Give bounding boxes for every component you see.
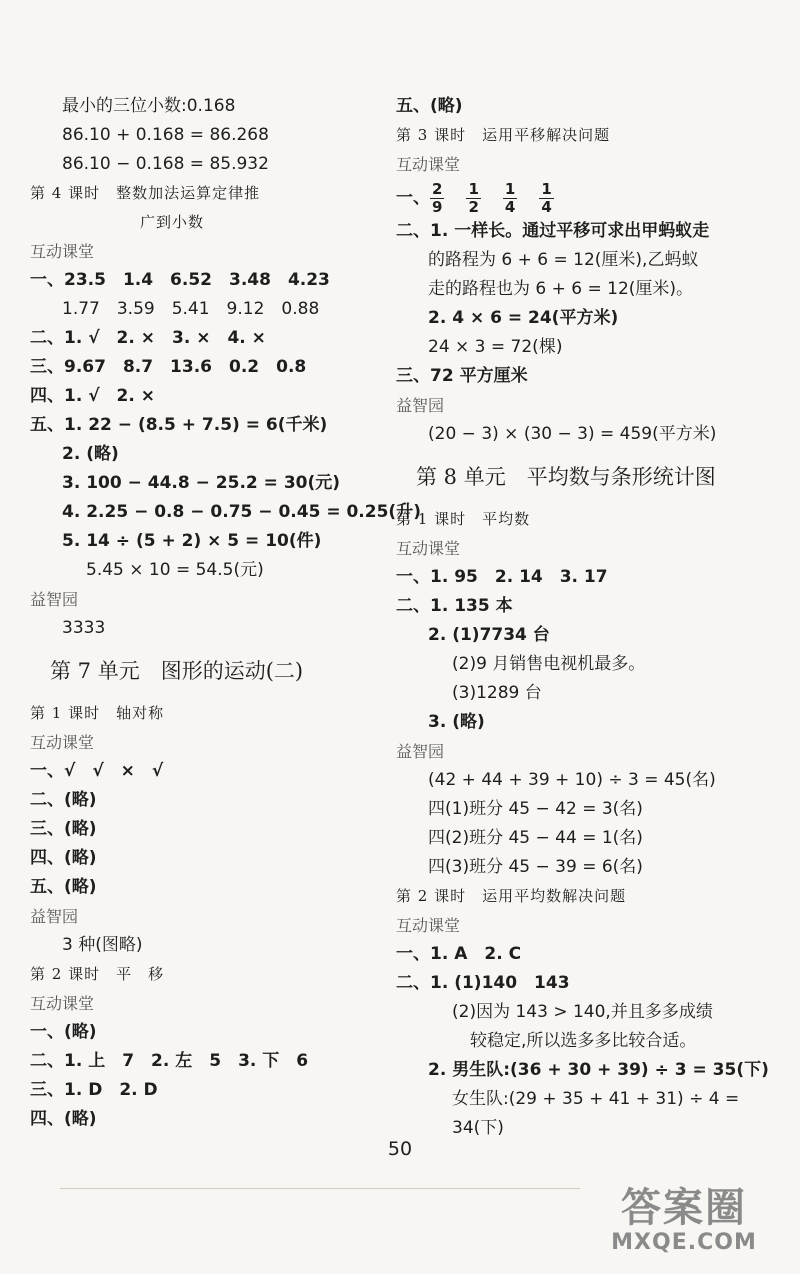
answer-line: (42 + 44 + 39 + 10) ÷ 3 = 45(名) — [428, 770, 716, 790]
section-label: 互动课堂 — [30, 994, 95, 1013]
section-label: 益智园 — [30, 590, 79, 609]
lesson-title: 第 1 课时 平均数 — [396, 510, 531, 528]
section-label: 互动课堂 — [396, 155, 461, 174]
fraction — [539, 181, 553, 216]
answer-line: 四(2)班分 45 − 44 = 1(名) — [428, 828, 643, 848]
answer-line: 三、1. D 2. D — [30, 1080, 158, 1100]
answer-line: 五、(略) — [30, 877, 97, 897]
page-number: 50 — [387, 1138, 413, 1160]
answer-line: 二、1. 上 7 2. 左 5 3. 下 6 — [30, 1051, 309, 1071]
site-watermark — [584, 1186, 784, 1264]
answer-line: (2)9 月销售电视机最多。 — [452, 654, 646, 674]
lesson-subtitle: 广到小数 — [140, 213, 205, 231]
answer-line: 四、(略) — [30, 848, 97, 868]
section-label: 益智园 — [396, 742, 445, 761]
answer-line: 二、1. 一样长。通过平移可求出甲蚂蚁走 — [396, 221, 710, 241]
answer-line: 3333 — [62, 618, 106, 638]
right-column — [396, 92, 776, 1143]
answer-line: 24 × 3 = 72(棵) — [428, 337, 563, 357]
fraction-answer-row — [396, 179, 776, 217]
fraction-denominator: 4 — [541, 197, 552, 216]
fraction — [503, 181, 517, 216]
answer-line: 2. (1)7734 台 — [428, 625, 550, 645]
answer-line: 3. (略) — [428, 712, 485, 732]
answer-line: 1.77 3.59 5.41 9.12 0.88 — [62, 299, 320, 319]
lesson-title: 第 2 课时 运用平均数解决问题 — [396, 887, 627, 905]
fraction — [430, 181, 444, 216]
answer-line: 一、1. A 2. C — [396, 944, 522, 964]
answer-line: 二、(略) — [30, 790, 97, 810]
answer-line: 的路程为 6 + 6 = 12(厘米),乙蚂蚁 — [428, 250, 699, 270]
fraction-numerator: 1 — [468, 179, 479, 198]
fraction-denominator: 2 — [468, 197, 479, 216]
unit-title: 第 8 单元 平均数与条形统计图 — [416, 465, 716, 489]
answer-line: 五、(略) — [396, 96, 463, 116]
lesson-title: 第 1 课时 轴对称 — [30, 704, 165, 722]
fraction-numerator: 1 — [504, 179, 516, 198]
section-label: 益智园 — [30, 907, 79, 926]
left-column — [30, 92, 421, 1134]
answer-line: (2)因为 143 > 140,并且多多成绩 — [452, 1002, 713, 1022]
unit-title: 第 7 单元 图形的运动(二) — [50, 659, 304, 683]
answer-line: 一、23.5 1.4 6.52 3.48 4.23 — [30, 270, 330, 290]
answer-line: 四(3)班分 45 − 39 = 6(名) — [428, 857, 643, 877]
answer-line: 四(1)班分 45 − 42 = 3(名) — [428, 799, 643, 819]
fraction-numerator: 1 — [541, 179, 552, 198]
section-label: 互动课堂 — [396, 539, 461, 558]
answer-line: 3 种(图略) — [62, 935, 143, 955]
answer-line: 女生队:(29 + 35 + 41 + 31) ÷ 4 = — [452, 1089, 740, 1109]
answer-line: (20 − 3) × (30 − 3) = 459(平方米) — [428, 424, 717, 444]
answer-line: 34(下) — [452, 1118, 504, 1138]
answer-line: 较稳定,所以选多多比较合适。 — [470, 1031, 697, 1051]
footer-divider — [60, 1188, 580, 1189]
lesson-title: 第 4 课时 整数加法运算定律推 — [30, 184, 261, 202]
section-label: 互动课堂 — [30, 733, 95, 752]
answer-line: 2. (略) — [62, 444, 119, 464]
answer-line: 走的路程也为 6 + 6 = 12(厘米)。 — [428, 279, 694, 299]
answer-line: 一、(略) — [30, 1022, 97, 1042]
answer-line: 二、1. (1)140 143 — [396, 973, 570, 993]
answer-line: 5. 14 ÷ (5 + 2) × 5 = 10(件) — [62, 531, 322, 551]
lesson-title: 第 2 课时 平 移 — [30, 965, 165, 983]
lesson-title: 第 3 课时 运用平移解决问题 — [396, 126, 611, 144]
answer-line: 五、1. 22 − (8.5 + 7.5) = 6(千米) — [30, 415, 328, 435]
fraction-denominator: 9 — [432, 197, 443, 216]
section-label: 互动课堂 — [30, 242, 95, 261]
section-label: 益智园 — [396, 396, 445, 415]
answer-line: 86.10 + 0.168 = 86.268 — [62, 125, 269, 145]
answer-line: 2. 男生队:(36 + 30 + 39) ÷ 3 = 35(下) — [428, 1060, 769, 1080]
answer-line: 一、√ √ × √ — [30, 761, 164, 781]
answer-line: (3)1289 台 — [452, 683, 542, 703]
answer-line: 一、1. 95 2. 14 3. 17 — [396, 567, 608, 587]
answer-line: 最小的三位小数:0.168 — [62, 96, 236, 116]
fraction — [466, 181, 480, 216]
answer-line: 4. 2.25 − 0.8 − 0.75 − 0.45 = 0.25(升) — [62, 502, 421, 522]
answer-line: 三、(略) — [30, 819, 97, 839]
answer-line: 2. 4 × 6 = 24(平方米) — [428, 308, 619, 328]
answer-line: 三、9.67 8.7 13.6 0.2 0.8 — [30, 357, 307, 377]
answer-line: 5.45 × 10 = 54.5(元) — [86, 560, 264, 580]
watermark-logo-text: 答案圈 — [621, 1185, 747, 1231]
answer-line: 二、1. 135 本 — [396, 596, 513, 616]
answer-line: 二、1. √ 2. × 3. × 4. × — [30, 328, 266, 348]
watermark-domain: MXQE.COM — [611, 1230, 757, 1255]
answer-line: 三、72 平方厘米 — [396, 366, 528, 386]
answer-line: 四、1. √ 2. × — [30, 386, 155, 406]
answer-prefix: 一、 — [396, 188, 430, 208]
section-label: 互动课堂 — [396, 916, 461, 935]
answer-line: 3. 100 − 44.8 − 25.2 = 30(元) — [62, 473, 341, 493]
answer-line: 86.10 − 0.168 = 85.932 — [62, 154, 269, 174]
fraction-numerator: 2 — [432, 179, 443, 198]
fraction-denominator: 4 — [504, 197, 516, 216]
answer-line: 四、(略) — [30, 1109, 97, 1129]
